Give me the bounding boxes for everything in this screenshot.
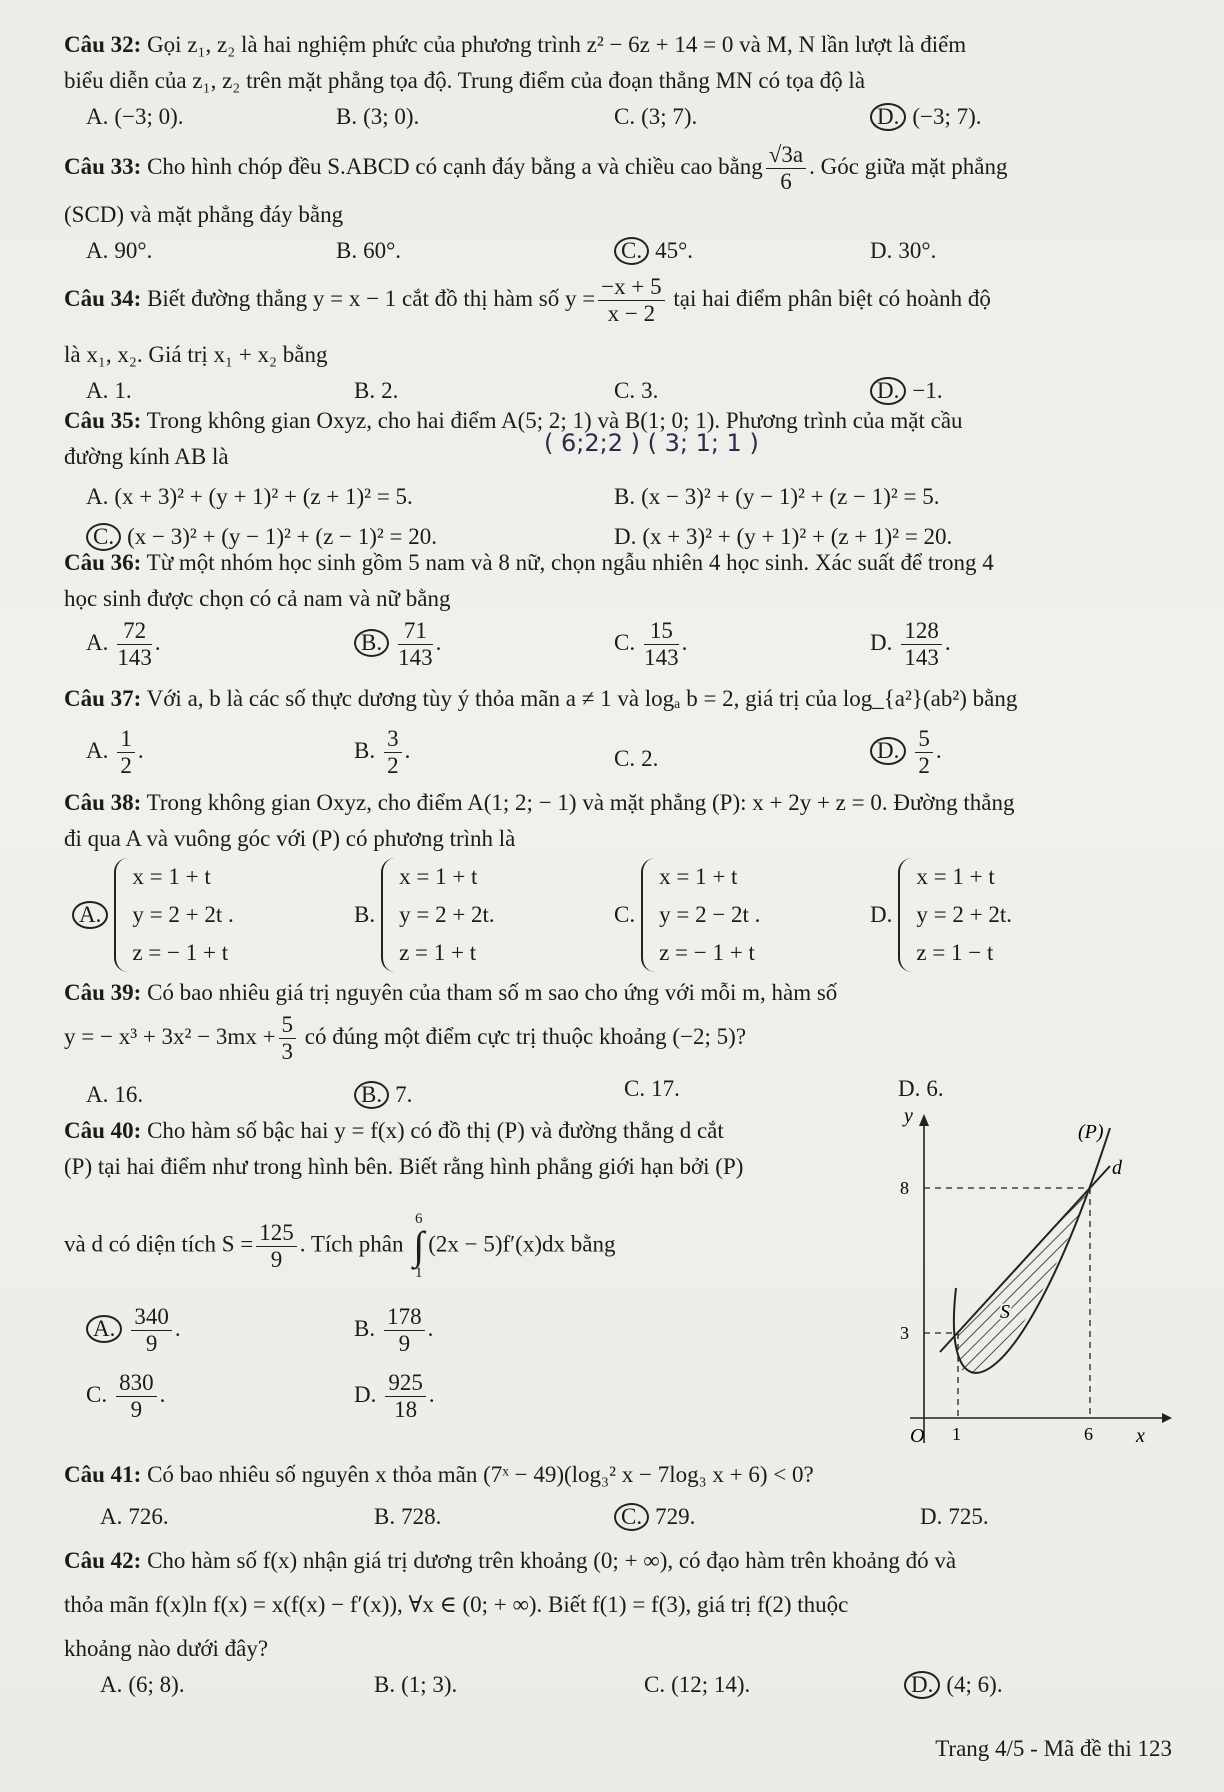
option-d: D. (x + 3)² + (y + 1)² + (z + 1)² = 20. — [614, 524, 953, 549]
parabola-line-graph — [880, 1108, 1180, 1448]
question-42 — [64, 1544, 1154, 1704]
question-label: Câu 33: — [64, 153, 142, 179]
fraction: $\frac{-x + 5}{x - 2}$ — [598, 274, 664, 327]
option-b: B. (x − 3)² + (y − 1)² + (z − 1)² = 5. — [614, 484, 940, 509]
question-label: Câu 37: — [64, 686, 142, 711]
question-text: Biết đường thẳng y = x − 1 cắt đồ thị hàm số y = — [147, 285, 596, 311]
option-a: A. $\frac{72}{143}$ . — [86, 618, 161, 670]
page-footer: Trang 4/5 - Mã đề thi 123 — [935, 1736, 1172, 1761]
option-b: B. (3; 0). — [336, 104, 420, 129]
option-a: A. (−3; 0). — [86, 104, 184, 129]
question-text: Cho hàm số f(x) nhận giá trị dương trên khoảng (0; + ∞), có đạo hàm trên khoảng đó và — [147, 1548, 957, 1573]
question-text: Từ một nhóm học sinh gồm 5 nam và 8 nữ, chọn ngẫu nhiên 4 học sinh. Xác suất để trong 4 — [146, 550, 994, 575]
question-text: Trong không gian Oxyz, cho điểm A(1; 2; − 1) và mặt phẳng (P): x + 2y + z = 0. Đường thẳng — [146, 790, 1015, 815]
option-a: A. 90°. — [86, 238, 153, 263]
question-text: Với a, b là các số thực dương tùy ý thỏa mãn a ≠ 1 và logₐ b = 2, giá trị của log_{a²}(ab²) bằng — [146, 686, 1018, 711]
question-text: Gọi z₁, z₂ là hai nghiệm phức của phương trình z² − 6z + 14 = 0 và M, N lần lượt là điểm — [147, 32, 967, 57]
question-label: Câu 39: — [64, 980, 142, 1005]
option-b: B. $\frac{178}{9}$ . — [354, 1304, 434, 1356]
question-text: là x₁, x₂. Giá trị x₁ + x₂ bằng — [64, 342, 328, 367]
question-text: (P) tại hai điểm như trong hình bên. Biết rằng hình phẳng giới hạn bởi (P) — [64, 1154, 744, 1179]
question-41 — [64, 1458, 1154, 1540]
option-a-selected: A. x = 1 + t y = 2 + 2t . z = − 1 + t — [72, 858, 234, 972]
option-a: A. (6; 8). — [100, 1672, 185, 1697]
question-text: đường kính AB là — [64, 444, 229, 469]
x-axis-label: x — [1136, 1425, 1145, 1447]
y-axis-arrow — [919, 1114, 929, 1126]
integral-sign: 6 ∫ 1 — [413, 1211, 425, 1281]
option-b: B. $\frac{3}{2}$ . — [354, 726, 411, 778]
option-b: B. 60°. — [336, 238, 402, 263]
option-a: A. $\frac{1}{2}$ . — [86, 726, 144, 778]
question-34 — [64, 274, 1154, 410]
question-label: Câu 34: — [64, 285, 142, 311]
option-a: A. 16. — [86, 1082, 144, 1107]
option-a-selected: A. $\frac{340}{9}$ . — [86, 1304, 181, 1357]
question-label: Câu 41: — [64, 1462, 142, 1487]
option-b: B. (1; 3). — [374, 1672, 458, 1697]
line-label: d — [1112, 1157, 1122, 1179]
question-text: Có bao nhiêu giá trị nguyên của tham số m sao cho ứng với mỗi m, hàm số — [147, 980, 838, 1005]
x-axis-arrow — [1162, 1413, 1172, 1423]
option-b: B. 2. — [354, 378, 399, 403]
option-d-selected: D. (4; 6). — [904, 1668, 1003, 1702]
question-text: y = − x³ + 3x² − 3mx + — [64, 1023, 276, 1049]
question-text: Trong không gian Oxyz, cho hai điểm A(5; 2; 1) và B(1; 0; 1). Phương trình của mặt cầu — [146, 408, 963, 433]
option-c: C. $\frac{15}{143}$ . — [614, 618, 688, 670]
question-text: Cho hình chóp đều S.ABCD có cạnh đáy bằng a và chiều cao bằng — [147, 153, 763, 179]
question-text: học sinh được chọn có cả nam và nữ bằng — [64, 586, 451, 611]
option-c: C. 3. — [614, 378, 659, 403]
shaded-area-s — [956, 1188, 1090, 1374]
fraction: $\frac{5}{3}$ — [279, 1012, 297, 1065]
question-text: (2x − 5)f′(x)dx bằng — [428, 1231, 616, 1257]
question-32 — [64, 28, 1154, 140]
question-label: Câu 38: — [64, 790, 142, 815]
area-label: S — [1000, 1301, 1010, 1323]
option-d: D. 725. — [920, 1504, 989, 1529]
y-tick-8: 8 — [900, 1178, 909, 1198]
question-36 — [64, 546, 1154, 682]
option-a: A. (x + 3)² + (y + 1)² + (z + 1)² = 5. — [86, 484, 413, 509]
option-d: D. $\frac{925}{18}$ . — [354, 1370, 435, 1422]
question-label: Câu 35: — [64, 408, 142, 433]
y-tick-3: 3 — [900, 1323, 909, 1343]
question-text: . Góc giữa mặt phẳng — [809, 153, 1008, 179]
option-c: C. (12; 14). — [644, 1672, 751, 1697]
question-text: đi qua A và vuông góc với (P) có phương trình là — [64, 826, 516, 851]
question-text: và d có diện tích S = — [64, 1231, 254, 1257]
question-40 — [64, 1114, 884, 1436]
option-a: A. 1. — [86, 378, 132, 403]
question-text: Cho hàm số bậc hai y = f(x) có đồ thị (P) và đường thẳng d cắt — [147, 1118, 724, 1143]
option-b: B. 728. — [374, 1504, 442, 1529]
option-c: C. 17. — [624, 1076, 680, 1101]
option-a: A. 726. — [100, 1504, 169, 1529]
option-d: D. $\frac{128}{143}$ . — [870, 618, 951, 670]
question-text: có đúng một điểm cực trị thuộc khoảng (−2; 5)? — [304, 1023, 747, 1049]
fraction: $\frac{125}{9}$ — [256, 1220, 297, 1273]
question-text: Có bao nhiêu số nguyên x thỏa mãn (7ˣ − 49)(log₃² x − 7log₃ x + 6) < 0? — [147, 1462, 814, 1487]
option-d: D. 30°. — [870, 238, 937, 263]
question-label: Câu 36: — [64, 550, 142, 575]
option-d: D. 6. — [898, 1076, 944, 1101]
origin-label: O — [910, 1425, 925, 1447]
question-text: khoảng nào dưới đây? — [64, 1636, 269, 1661]
curve-label: (P) — [1078, 1121, 1104, 1143]
question-35 — [64, 404, 1154, 560]
x-tick-1: 1 — [952, 1424, 961, 1444]
y-axis-label: y — [904, 1108, 913, 1127]
question-38 — [64, 786, 1154, 978]
option-d-selected: D. $\frac{5}{2}$ . — [870, 726, 942, 779]
question-label: Câu 40: — [64, 1118, 142, 1143]
option-d: D. x = 1 + t y = 2 + 2t. z = 1 − t — [870, 858, 1012, 972]
option-b-selected: B. $\frac{71}{143}$ . — [354, 618, 441, 671]
question-37 — [64, 682, 1154, 794]
line-d — [940, 1166, 1110, 1352]
option-c: C. 2. — [614, 746, 659, 771]
question-text: tại hai điểm phân biệt có hoành độ — [673, 285, 991, 311]
question-33 — [64, 142, 1154, 270]
question-text: biểu diễn của z₁, z₂ trên mặt phẳng tọa độ. Trung điểm của đoạn thẳng MN có tọa độ là — [64, 68, 866, 93]
option-b-selected: B. 7. — [354, 1078, 412, 1112]
option-b: B. x = 1 + t y = 2 + 2t. z = 1 + t — [354, 858, 495, 972]
handwritten-note: ( 6;2;2 ) ( 3; 1; 1 ) — [544, 429, 759, 457]
question-label: Câu 32: — [64, 32, 142, 57]
option-c: C. x = 1 + t y = 2 − 2t . z = − 1 + t — [614, 858, 760, 972]
option-c-selected: C. (x − 3)² + (y − 1)² + (z − 1)² = 20. — [86, 520, 437, 554]
question-text: (SCD) và mặt phẳng đáy bằng — [64, 202, 344, 227]
question-label: Câu 42: — [64, 1548, 142, 1573]
option-c-selected: C. 729. — [614, 1500, 695, 1534]
option-c-selected: C. 45°. — [614, 234, 693, 268]
question-39 — [64, 976, 1154, 1108]
option-d-selected: D. (−3; 7). — [870, 100, 982, 134]
x-tick-6: 6 — [1084, 1424, 1093, 1444]
option-c: C. $\frac{830}{9}$ . — [86, 1370, 166, 1422]
option-d-selected: D. −1. — [870, 374, 943, 408]
fraction: $\frac{√3a}{6}$ — [766, 142, 806, 195]
option-c: C. (3; 7). — [614, 104, 698, 129]
question-text: thỏa mãn f(x)ln f(x) = x(f(x) − f′(x)), ∀x ∈ (0; + ∞). Biết f(1) = f(3), giá trị f(2) thuộc — [64, 1592, 849, 1617]
question-text: . Tích phân — [299, 1231, 404, 1257]
